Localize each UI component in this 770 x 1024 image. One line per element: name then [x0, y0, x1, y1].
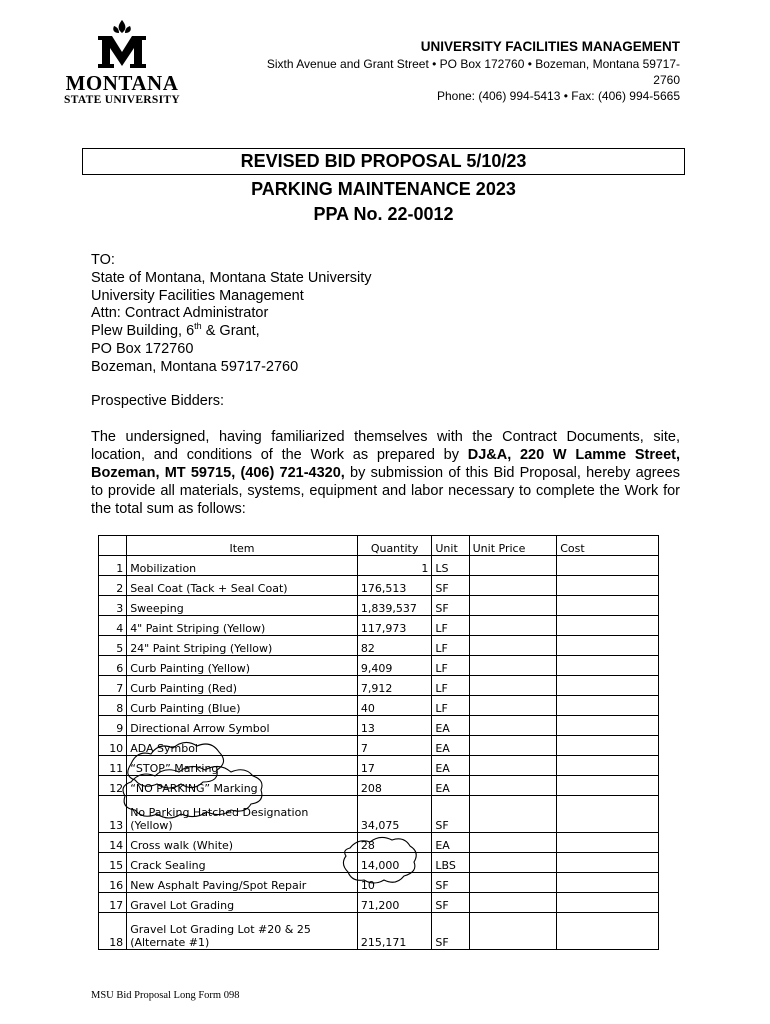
- row-quantity: 176,513: [357, 576, 432, 596]
- body-bold-text: DJ&A, 220 W Lamme Street, Bozeman, MT 59715, (406) 721-4320,: [91, 447, 680, 481]
- row-unit-price-cell[interactable]: [469, 636, 557, 656]
- row-cost-cell[interactable]: [557, 893, 659, 913]
- table-row: [99, 616, 659, 636]
- row-unit-price-cell[interactable]: [469, 756, 557, 776]
- row-unit: SF: [432, 893, 469, 913]
- body-text: The undersigned, having familiarized themselves with the Contract Documents, site, location, and conditions of the Work as prepared by: [91, 429, 680, 463]
- row-unit-price-cell[interactable]: [469, 656, 557, 676]
- recipient-building: Plew Building, 6: [91, 323, 195, 340]
- row-quantity: 1: [357, 556, 432, 576]
- row-quantity: 7,912: [357, 676, 432, 696]
- row-cost-cell[interactable]: [557, 576, 659, 596]
- row-item-line: (Yellow): [130, 819, 173, 832]
- table-row: [99, 873, 659, 893]
- table-row: [99, 893, 659, 913]
- logo-text-state-university: STATE UNIVERSITY: [64, 94, 180, 106]
- row-cost-cell[interactable]: [557, 736, 659, 756]
- row-item-line: No Parking Hatched Designation: [130, 806, 309, 819]
- salutation: Prospective Bidders:: [91, 393, 224, 409]
- row-cost-cell[interactable]: [557, 776, 659, 796]
- row-unit: SF: [432, 913, 469, 950]
- row-quantity: 9,409: [357, 656, 432, 676]
- table-row: [99, 576, 659, 596]
- row-number: 4: [99, 616, 127, 636]
- row-unit: LF: [432, 636, 469, 656]
- row-item: Curb Painting (Blue): [127, 696, 358, 716]
- row-cost-cell[interactable]: [557, 656, 659, 676]
- row-unit-price-cell[interactable]: [469, 716, 557, 736]
- recipient-ordinal: th: [194, 321, 202, 332]
- bid-items-table: [98, 535, 659, 950]
- row-cost-cell[interactable]: [557, 716, 659, 736]
- table-row: [99, 796, 659, 833]
- row-unit-price-cell[interactable]: [469, 596, 557, 616]
- row-item: Curb Painting (Yellow): [127, 656, 358, 676]
- row-item: Directional Arrow Symbol: [127, 716, 358, 736]
- title-project: PARKING MAINTENANCE 2023: [251, 179, 516, 199]
- row-cost-cell[interactable]: [557, 696, 659, 716]
- row-unit: LF: [432, 616, 469, 636]
- row-quantity: 17: [357, 756, 432, 776]
- table-row: [99, 596, 659, 616]
- row-unit: LBS: [432, 853, 469, 873]
- row-unit: EA: [432, 776, 469, 796]
- row-unit-price-cell[interactable]: [469, 853, 557, 873]
- logo-text-montana: MONTANA: [65, 71, 179, 95]
- recipient-line: PO Box 172760: [91, 340, 194, 357]
- row-unit: EA: [432, 736, 469, 756]
- row-item-line: Gravel Lot Grading Lot #20 & 25: [130, 923, 311, 936]
- msu-logo: [62, 18, 182, 107]
- row-unit-price-cell[interactable]: [469, 833, 557, 853]
- department-address-zip: 2760: [653, 73, 680, 87]
- row-item: “STOP” Marking: [127, 756, 358, 776]
- recipient-line: University Facilities Management: [91, 287, 304, 304]
- row-unit-price-cell[interactable]: [469, 796, 557, 833]
- row-unit: LS: [432, 556, 469, 576]
- body-text-cont: by submission of this Bid Proposal, hereby agrees to provide all materials, systems, equipment and labor necessary to complete the Work for the total sum as follows:: [91, 465, 680, 517]
- row-number: 16: [99, 873, 127, 893]
- row-quantity: 215,171: [357, 913, 432, 950]
- form-footer: MSU Bid Proposal Long Form 098: [91, 990, 240, 1001]
- row-unit: LF: [432, 676, 469, 696]
- row-number: 7: [99, 676, 127, 696]
- row-number: 6: [99, 656, 127, 676]
- row-quantity: 14,000: [357, 853, 432, 873]
- row-quantity: 71,200: [357, 893, 432, 913]
- row-number: 13: [99, 796, 127, 833]
- row-item: Cross walk (White): [127, 833, 358, 853]
- row-number: 12: [99, 776, 127, 796]
- table-row: [99, 756, 659, 776]
- row-item: “NO PARKING” Marking: [127, 776, 358, 796]
- row-item: Crack Sealing: [127, 853, 358, 873]
- row-number: 5: [99, 636, 127, 656]
- row-item: [127, 913, 358, 950]
- body-paragraph: [91, 428, 680, 518]
- row-item: 4" Paint Striping (Yellow): [127, 616, 358, 636]
- row-unit-price-cell[interactable]: [469, 676, 557, 696]
- row-number: 18: [99, 913, 127, 950]
- table-row: [99, 913, 659, 950]
- row-number: 1: [99, 556, 127, 576]
- row-unit-price-cell[interactable]: [469, 873, 557, 893]
- header-unit-price: Unit Price: [469, 536, 557, 556]
- row-number: 8: [99, 696, 127, 716]
- row-unit: EA: [432, 833, 469, 853]
- row-item: Seal Coat (Tack + Seal Coat): [127, 576, 358, 596]
- table-row: [99, 696, 659, 716]
- title-boxed: REVISED BID PROPOSAL 5/10/23: [82, 148, 685, 175]
- table-row: [99, 736, 659, 756]
- row-cost-cell[interactable]: [557, 796, 659, 833]
- row-item: New Asphalt Paving/Spot Repair: [127, 873, 358, 893]
- row-unit-price-cell[interactable]: [469, 776, 557, 796]
- row-cost-cell[interactable]: [557, 596, 659, 616]
- recipient-line: Attn: Contract Administrator: [91, 305, 269, 322]
- row-number: 10: [99, 736, 127, 756]
- row-unit-price-cell[interactable]: [469, 913, 557, 950]
- table-header-row: [99, 536, 659, 556]
- department-phone: Phone: (406) 994-5413 • Fax: (406) 994-5665: [436, 89, 680, 103]
- row-unit: SF: [432, 576, 469, 596]
- department-name: UNIVERSITY FACILITIES MANAGEMENT: [420, 39, 680, 54]
- row-cost-cell[interactable]: [557, 873, 659, 893]
- header-number: [99, 536, 127, 556]
- row-cost-cell[interactable]: [557, 853, 659, 873]
- row-cost-cell[interactable]: [557, 556, 659, 576]
- row-number: 9: [99, 716, 127, 736]
- row-unit-price-cell[interactable]: [469, 556, 557, 576]
- row-number: 2: [99, 576, 127, 596]
- table-row: [99, 636, 659, 656]
- msu-m-mark-icon: [92, 18, 152, 70]
- title-ppa-number: PPA No. 22-0012: [313, 204, 454, 224]
- header-quantity: Quantity: [357, 536, 432, 556]
- row-number: 3: [99, 596, 127, 616]
- row-unit-price-cell[interactable]: [469, 736, 557, 756]
- row-unit: LF: [432, 696, 469, 716]
- table-row: [99, 716, 659, 736]
- table-row: [99, 556, 659, 576]
- recipient-address: [91, 252, 371, 377]
- row-quantity: 7: [357, 736, 432, 756]
- row-quantity: 40: [357, 696, 432, 716]
- row-quantity: 117,973: [357, 616, 432, 636]
- header-cost: Cost: [557, 536, 659, 556]
- table-row: [99, 853, 659, 873]
- row-quantity: 34,075: [357, 796, 432, 833]
- recipient-line: [91, 323, 371, 341]
- recipient-building-cont: & Grant,: [201, 323, 260, 340]
- row-unit-price-cell[interactable]: [469, 576, 557, 596]
- row-quantity: 82: [357, 636, 432, 656]
- row-number: 15: [99, 853, 127, 873]
- row-quantity: 1,839,537: [357, 596, 432, 616]
- row-item: Gravel Lot Grading: [127, 893, 358, 913]
- row-quantity: 28: [357, 833, 432, 853]
- row-cost-cell[interactable]: [557, 756, 659, 776]
- row-cost-cell[interactable]: [557, 913, 659, 950]
- row-cost-cell[interactable]: [557, 676, 659, 696]
- row-unit: SF: [432, 596, 469, 616]
- recipient-to: TO:: [91, 252, 115, 268]
- row-unit: EA: [432, 716, 469, 736]
- row-item: [127, 796, 358, 833]
- row-quantity: 10: [357, 873, 432, 893]
- row-quantity: 13: [357, 716, 432, 736]
- row-unit: SF: [432, 796, 469, 833]
- row-quantity: 208: [357, 776, 432, 796]
- table-row: [99, 656, 659, 676]
- department-header: [220, 39, 680, 104]
- row-unit-price-cell[interactable]: [469, 616, 557, 636]
- table-row: [99, 833, 659, 853]
- row-unit: EA: [432, 756, 469, 776]
- row-cost-cell[interactable]: [557, 833, 659, 853]
- row-number: 17: [99, 893, 127, 913]
- row-item: Sweeping: [127, 596, 358, 616]
- row-unit-price-cell[interactable]: [469, 696, 557, 716]
- row-item: 24" Paint Striping (Yellow): [127, 636, 358, 656]
- table-row: [99, 776, 659, 796]
- recipient-line: Bozeman, Montana 59717-2760: [91, 358, 299, 375]
- row-number: 14: [99, 833, 127, 853]
- header-item: Item: [127, 536, 358, 556]
- row-item: ADA Symbol: [127, 736, 358, 756]
- header-unit: Unit: [432, 536, 469, 556]
- row-number: 11: [99, 756, 127, 776]
- row-cost-cell[interactable]: [557, 636, 659, 656]
- row-unit: SF: [432, 873, 469, 893]
- row-item: Mobilization: [127, 556, 358, 576]
- row-unit: LF: [432, 656, 469, 676]
- department-address: Sixth Avenue and Grant Street • PO Box 172760 • Bozeman, Montana 59717-: [266, 57, 680, 71]
- table-row: [99, 676, 659, 696]
- row-cost-cell[interactable]: [557, 616, 659, 636]
- row-item: Curb Painting (Red): [127, 676, 358, 696]
- row-unit-price-cell[interactable]: [469, 893, 557, 913]
- recipient-line: State of Montana, Montana State University: [91, 269, 372, 286]
- row-item-line: (Alternate #1): [130, 936, 210, 949]
